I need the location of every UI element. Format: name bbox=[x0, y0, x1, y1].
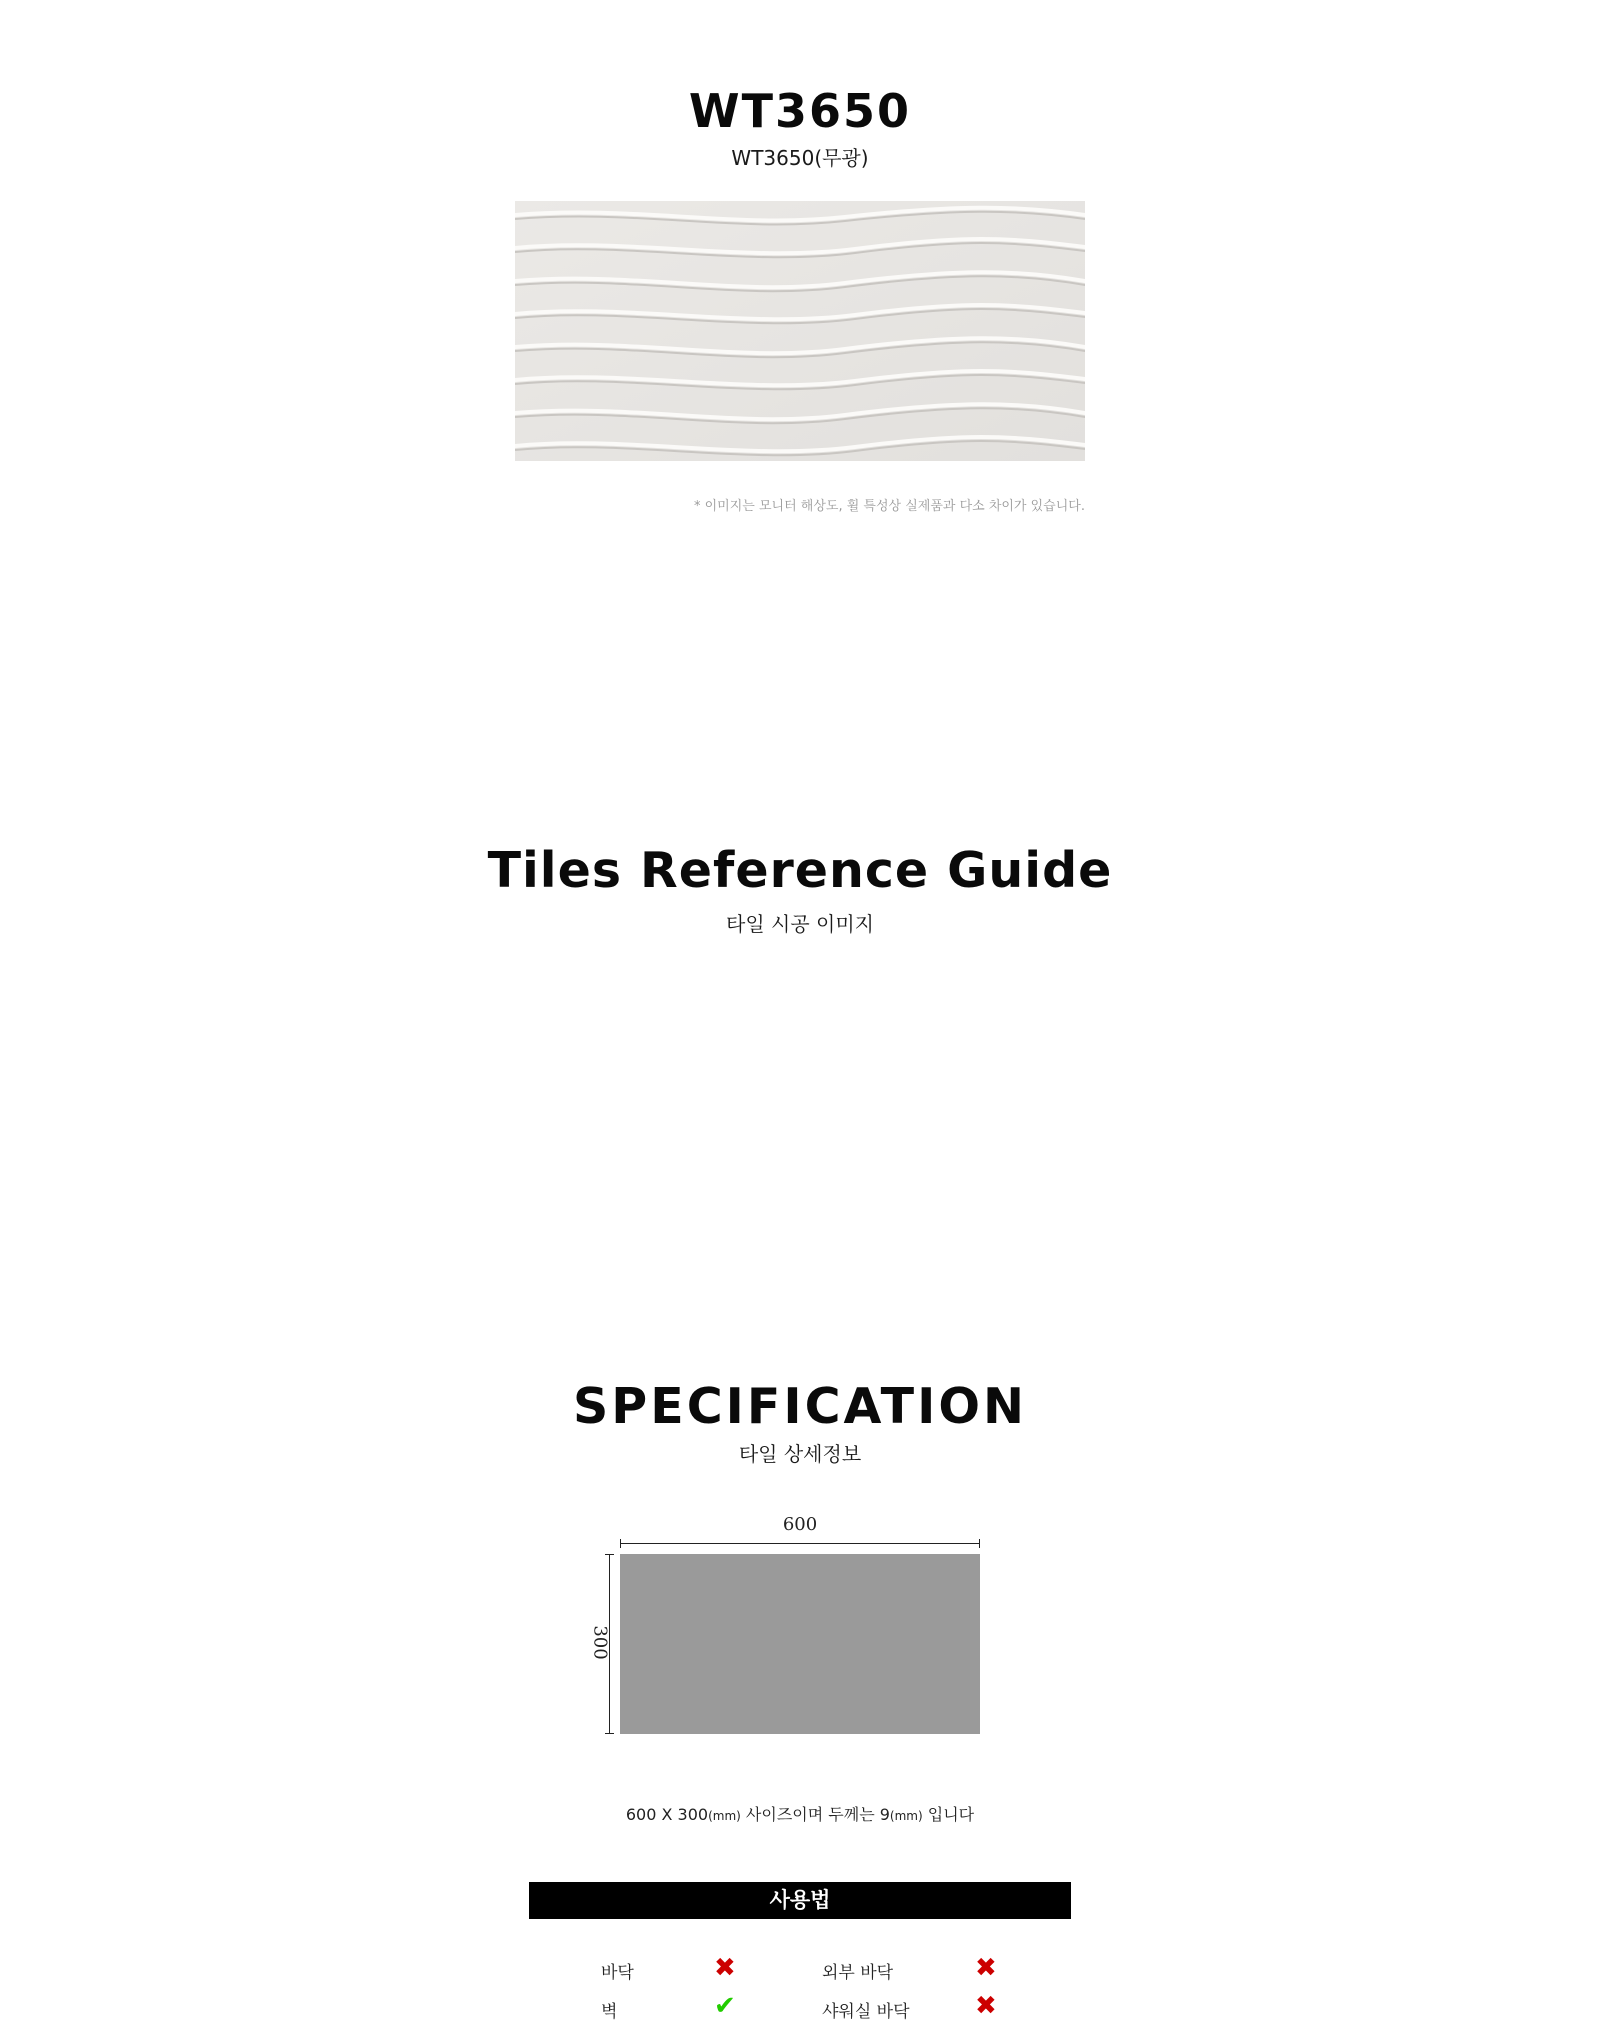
width-tick-right bbox=[979, 1539, 980, 1548]
spec-unit-1: (mm) bbox=[708, 1809, 741, 1823]
image-disclaimer: * 이미지는 모니터 해상도, 휠 특성상 실제품과 다소 차이가 있습니다. bbox=[693, 499, 1085, 514]
usage-outdoor-floor-label: 외부 바닥 bbox=[822, 1963, 894, 1983]
usage-outdoor-floor-x-icon: ✖ bbox=[975, 1953, 997, 1983]
usage-floor-label: 바닥 bbox=[601, 1963, 634, 1983]
spec-description bbox=[0, 1802, 1600, 1825]
product-subtitle: WT3650(무광) bbox=[731, 146, 869, 170]
usage-header: 사용법 bbox=[529, 1882, 1071, 1919]
usage-shower-floor-x-icon: ✖ bbox=[975, 1991, 997, 2021]
tile-image bbox=[515, 201, 1085, 461]
spec-unit-2: (mm) bbox=[889, 1809, 923, 1823]
width-dimension-label: 600 bbox=[782, 1514, 818, 1535]
spec-size: 600 X 300 bbox=[625, 1805, 709, 1824]
specification-subtitle: 타일 상세정보 bbox=[738, 1442, 862, 1466]
usage-shower-floor-label: 샤워실 바닥 bbox=[822, 2002, 910, 2022]
product-title: WT3650 bbox=[688, 84, 912, 138]
reference-title: Tiles Reference Guide bbox=[487, 842, 1113, 899]
spec-end: 입니다 bbox=[922, 1805, 975, 1824]
width-dimension-line bbox=[620, 1543, 980, 1544]
wave-texture bbox=[515, 201, 1085, 461]
usage-wall-check-icon: ✔ bbox=[714, 1991, 736, 2021]
height-tick-bottom bbox=[605, 1733, 614, 1734]
spec-middle: 사이즈이며 두께는 9 bbox=[740, 1805, 890, 1824]
tile-size-rectangle bbox=[620, 1554, 980, 1734]
specification-title: SPECIFICATION bbox=[573, 1378, 1027, 1435]
height-tick-top bbox=[605, 1554, 614, 1555]
height-dimension-label: 300 bbox=[589, 1625, 611, 1660]
usage-floor-x-icon: ✖ bbox=[714, 1953, 736, 1983]
width-tick-left bbox=[620, 1539, 621, 1548]
usage-wall-label: 벽 bbox=[601, 2002, 618, 2022]
reference-subtitle: 타일 시공 이미지 bbox=[726, 912, 874, 936]
